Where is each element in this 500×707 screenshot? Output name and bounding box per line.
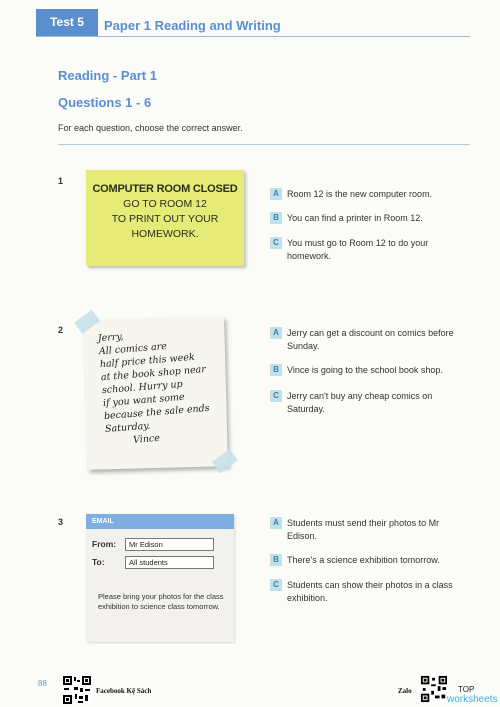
email-from-field: Mr Edison	[125, 538, 214, 551]
sign-line-3: TO PRINT OUT YOUR	[111, 213, 219, 225]
q2-option-b-badge[interactable]: B	[270, 364, 282, 376]
q2-option-c-badge[interactable]: C	[270, 390, 282, 402]
tape-bottom-right	[212, 449, 238, 473]
instruction-text: For each question, choose the correct answer.	[58, 123, 243, 133]
q1-option-c-badge[interactable]: C	[270, 237, 282, 249]
note-text: Jerry, All comics are half price this week at the book shop near school. Hurry up if you want some because the sale ends Saturday. Vince	[97, 331, 210, 449]
zalo-label: Zalo	[398, 687, 412, 695]
sign-line-2: GO TO ROOM 12	[123, 198, 207, 210]
q3-option-b-text[interactable]: There's a science exhibition tomorrow.	[287, 555, 440, 565]
question-number-2: 2	[58, 325, 64, 335]
q3-option-b-badge[interactable]: B	[270, 554, 282, 566]
q3-option-a-text[interactable]: Students must send their photos to Mr Edison.	[287, 518, 440, 541]
page-number: 88	[38, 679, 47, 688]
test-label: Test 5	[36, 9, 98, 36]
email-body: Please bring your photos for the class exhibition to science class tomorrow.	[98, 592, 224, 611]
email-to-label: To:	[92, 557, 105, 567]
question-number-3: 3	[58, 517, 64, 527]
paper-title: Paper 1 Reading and Writing	[104, 18, 281, 33]
q2-option-c-text[interactable]: Jerry can't buy any cheap comics on Saturday.	[287, 391, 433, 414]
worksheets-logo: worksheets	[447, 694, 498, 705]
top-label: TOP	[458, 685, 475, 694]
section-title: Reading - Part 1	[58, 68, 157, 83]
q2-option-b-text[interactable]: Vince is going to the school book shop.	[287, 365, 443, 375]
questions-title: Questions 1 - 6	[58, 95, 152, 110]
q1-option-c-text[interactable]: You must go to Room 12 to do your homework.	[287, 238, 429, 261]
email-card	[86, 514, 234, 642]
email-header: EMAIL	[86, 514, 234, 529]
q3-option-c-text[interactable]: Students can show their photos in a class exhibition.	[287, 580, 453, 603]
q1-option-a-text[interactable]: Room 12 is the new computer room.	[287, 189, 433, 199]
email-to-field: All students	[125, 556, 214, 569]
handwritten-note	[84, 316, 228, 470]
header-divider	[36, 36, 470, 37]
facebook-label: Facebook Kệ Sách	[96, 687, 152, 695]
q1-option-b-badge[interactable]: B	[270, 212, 282, 224]
email-from-label: From:	[92, 539, 117, 549]
tape-top-left	[74, 310, 100, 334]
zalo-qr-code-icon	[420, 675, 448, 703]
q2-option-a-text[interactable]: Jerry can get a discount on comics before Sunday.	[287, 328, 454, 351]
q1-option-b-text[interactable]: You can find a printer in Room 12.	[287, 213, 423, 223]
sign-line-1: COMPUTER ROOM CLOSED	[92, 183, 238, 195]
question-number-1: 1	[58, 176, 64, 186]
computer-room-sign	[86, 170, 244, 266]
instruction-divider	[58, 144, 470, 145]
q3-option-c-badge[interactable]: C	[270, 579, 282, 591]
q2-option-a-badge[interactable]: A	[270, 327, 282, 339]
q3-option-a-badge[interactable]: A	[270, 517, 282, 529]
sign-line-4: HOMEWORK.	[131, 228, 199, 240]
facebook-qr-code-icon	[62, 675, 92, 705]
q1-option-a-badge[interactable]: A	[270, 188, 282, 200]
